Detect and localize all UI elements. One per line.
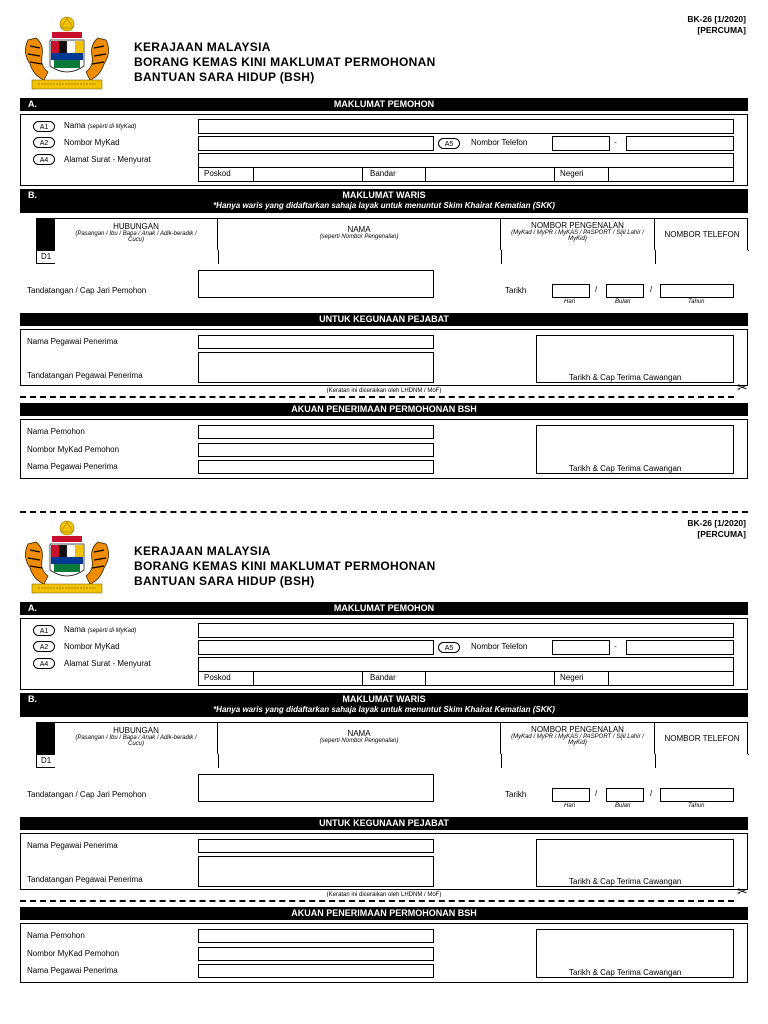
a1-label-text: Nama [64, 625, 86, 634]
bandar-label: Bandar [370, 169, 396, 178]
receipt-title: AKUAN PENERIMAAN PERMOHONAN BSH [291, 908, 477, 918]
date-slash-1: / [595, 285, 598, 294]
section-a-header [20, 98, 748, 111]
office-header [20, 817, 748, 830]
form-copy [0, 504, 768, 1004]
receipt-officer-name-label: Nama Pegawai Penerima [27, 966, 118, 975]
date-day-field[interactable] [552, 788, 590, 802]
a1-hint: (seperti di MyKad) [87, 628, 137, 634]
receipt-officer-name-field[interactable] [198, 964, 434, 978]
bandar-field[interactable] [425, 671, 555, 686]
office-officer-name-label: Nama Pegawai Penerima [27, 841, 118, 850]
date-slash-2: / [650, 285, 653, 294]
applicant-signature-field[interactable] [198, 270, 434, 298]
form-code-text: BK-26 [1/2020] [687, 518, 746, 528]
date-slash-2: / [650, 789, 653, 798]
office-header [20, 313, 748, 326]
a5-label: Nombor Telefon [471, 138, 528, 147]
date-month-field[interactable] [606, 788, 644, 802]
a1-hint: (seperti di MyKad) [87, 124, 137, 130]
mykad-field[interactable] [198, 640, 434, 655]
date-month-field[interactable] [606, 284, 644, 298]
form-code-text: BK-26 [1/2020] [687, 14, 746, 24]
col-pengenalan-title: NOMBOR PENGENALAN [531, 221, 624, 230]
office-stamp-label: Tarikh & Cap Terima Cawangan [569, 373, 682, 382]
applicant-signature-label: Tandatangan / Cap Jari Pemohon [27, 790, 147, 799]
a2-label: Nombor MyKad [64, 138, 120, 147]
receipt-applicant-name-label: Nama Pemohon [27, 931, 85, 940]
cut-note: (Keratan ini diceraikan oleh LHDNM / MoF) [326, 892, 442, 898]
tahun-caption: Tahun [688, 299, 705, 305]
a1-code-badge: A1 [33, 625, 55, 636]
cut-note: (Keratan ini diceraikan oleh LHDNM / MoF) [326, 388, 442, 394]
receipt-stamp-label: Tarikh & Cap Terima Cawangan [569, 464, 682, 473]
price-tag: [PERCUMA] [697, 529, 746, 539]
receipt-applicant-name-field[interactable] [198, 929, 434, 943]
heir-phone-field[interactable] [656, 250, 748, 264]
receipt-mykad-field[interactable] [198, 947, 434, 961]
phone-prefix-field[interactable] [552, 640, 610, 655]
a5-code-badge: A5 [438, 642, 460, 653]
poskod-field[interactable] [253, 671, 363, 686]
office-officer-sign-label: Tandatangan Pegawai Penerima [27, 371, 143, 380]
office-officer-sign-label: Tandatangan Pegawai Penerima [27, 875, 143, 884]
section-b-title: MAKLUMAT WARIS [342, 190, 426, 200]
col-nama-hint: (seperti Nombor Pengenalan) [319, 738, 399, 744]
name-field[interactable] [198, 623, 734, 638]
phone-prefix-field[interactable] [552, 136, 610, 151]
negeri-label: Negeri [560, 169, 584, 178]
a2-label: Nombor MyKad [64, 642, 120, 651]
receipt-applicant-name-label: Nama Pemohon [27, 427, 85, 436]
col-telefon-title: NOMBOR TELEFON [664, 230, 740, 239]
a1-label [64, 121, 136, 130]
poskod-label: Poskod [204, 169, 231, 178]
heir-hubungan-field[interactable] [55, 250, 219, 264]
office-title: UNTUK KEGUNAAN PEJABAT [319, 314, 449, 324]
name-field[interactable] [198, 119, 734, 134]
negeri-label: Negeri [560, 673, 584, 682]
col-pengenalan-hint: (MyKad / MyPR / MyKAS / PASPORT / Sijil Lahir / MyKid) [511, 230, 644, 242]
title-government: KERAJAAN MALAYSIA [134, 40, 271, 54]
heir-table-corner [37, 219, 55, 250]
a4-code-badge: A4 [33, 658, 55, 669]
office-officer-name-label: Nama Pegawai Penerima [27, 337, 118, 346]
section-b-subtitle: *Hanya waris yang didaftarkan sahaja layak untuk menuntut Skim Khairat Kematian (SKK) [213, 705, 555, 714]
section-b-letter: B. [28, 190, 37, 200]
scissors-icon: ✂ [737, 380, 748, 395]
hari-caption: Hari [564, 803, 576, 809]
col-hubungan [55, 219, 218, 250]
section-a-title: MAKLUMAT PEMOHON [333, 99, 435, 109]
section-b-header [20, 693, 748, 717]
cut-line [20, 396, 734, 398]
office-officer-name-field[interactable] [198, 839, 434, 853]
col-hubungan-hint: (Pasangan / Ibu / Bapa / Anak / Adik-beradik / Cucu) [75, 231, 197, 243]
heir-table-corner [37, 723, 55, 754]
title-program: BANTUAN SARA HIDUP (BSH) [134, 574, 315, 588]
title-program: BANTUAN SARA HIDUP (BSH) [134, 70, 315, 84]
address-field[interactable] [198, 153, 734, 168]
negeri-field[interactable] [608, 671, 734, 686]
address-field[interactable] [198, 657, 734, 672]
date-year-field[interactable] [660, 284, 734, 298]
a4-label: Alamat Surat - Menyurat [64, 659, 151, 668]
scissors-icon: ✂ [737, 884, 748, 899]
date-day-field[interactable] [552, 284, 590, 298]
heir-id-field[interactable] [502, 754, 656, 768]
section-a-letter: A. [28, 99, 37, 109]
price-tag: [PERCUMA] [697, 25, 746, 35]
a4-code-badge: A4 [33, 154, 55, 165]
heir-table [36, 722, 748, 768]
bulan-caption: Bulan [615, 299, 631, 305]
col-pengenalan [501, 219, 655, 250]
a4-label: Alamat Surat - Menyurat [64, 155, 151, 164]
tahun-caption: Tahun [688, 803, 705, 809]
heir-name-field[interactable] [219, 754, 502, 768]
receipt-applicant-name-field[interactable] [198, 425, 434, 439]
receipt-mykad-label: Nombor MyKad Pemohon [27, 445, 120, 454]
bandar-field[interactable] [425, 167, 555, 182]
receipt-header [20, 403, 748, 416]
title-form: BORANG KEMAS KINI MAKLUMAT PERMOHONAN [134, 559, 436, 573]
receipt-title: AKUAN PENERIMAAN PERMOHONAN BSH [291, 404, 477, 414]
phone-number-field[interactable] [626, 136, 734, 151]
a1-code-badge: A1 [33, 121, 55, 132]
date-label: Tarikh [505, 286, 527, 295]
col-pengenalan-hint: (MyKad / MyPR / MyKAS / PASPORT / Sijil Lahir / MyKid) [511, 734, 644, 746]
a2-code-badge: A2 [33, 137, 55, 148]
receipt-stamp-label: Tarikh & Cap Terima Cawangan [569, 968, 682, 977]
heir-hubungan-field[interactable] [55, 754, 219, 768]
bulan-caption: Bulan [615, 803, 631, 809]
phone-dash: - [614, 642, 617, 651]
form-code [687, 518, 746, 540]
title-form: BORANG KEMAS KINI MAKLUMAT PERMOHONAN [134, 55, 436, 69]
date-year-field[interactable] [660, 788, 734, 802]
form-code [687, 14, 746, 36]
heir-row-code: D1 [41, 756, 52, 765]
col-nama-title: NAMA [347, 225, 371, 234]
office-officer-sign-field[interactable] [198, 856, 434, 887]
col-telefon-title: NOMBOR TELEFON [664, 734, 740, 743]
poskod-field[interactable] [253, 167, 363, 182]
col-nama-hint: (seperti Nombor Pengenalan) [319, 234, 399, 240]
office-stamp-label: Tarikh & Cap Terima Cawangan [569, 877, 682, 886]
section-a-letter: A. [28, 603, 37, 613]
heir-name-field[interactable] [219, 250, 502, 264]
a1-label-text: Nama [64, 121, 86, 130]
col-pengenalan-title: NOMBOR PENGENALAN [531, 725, 624, 734]
heir-table [36, 218, 748, 264]
office-officer-sign-field[interactable] [198, 352, 434, 383]
date-label: Tarikh [505, 790, 527, 799]
receipt-header [20, 907, 748, 920]
receipt-officer-name-label: Nama Pegawai Penerima [27, 462, 118, 471]
section-b-title: MAKLUMAT WARIS [342, 694, 426, 704]
phone-dash: - [614, 138, 617, 147]
cut-line [20, 900, 734, 902]
malaysia-coat-of-arms-icon [18, 518, 116, 598]
office-officer-name-field[interactable] [198, 335, 434, 349]
date-slash-1: / [595, 789, 598, 798]
a2-code-badge: A2 [33, 641, 55, 652]
receipt-mykad-label: Nombor MyKad Pemohon [27, 949, 120, 958]
applicant-signature-label: Tandatangan / Cap Jari Pemohon [27, 286, 147, 295]
section-a-header [20, 602, 748, 615]
col-nama [218, 723, 501, 754]
section-a-title: MAKLUMAT PEMOHON [333, 603, 435, 613]
heir-row-code: D1 [41, 252, 52, 261]
poskod-label: Poskod [204, 673, 231, 682]
col-nama [218, 219, 501, 250]
negeri-field[interactable] [608, 167, 734, 182]
receipt-officer-name-field[interactable] [198, 460, 434, 474]
applicant-signature-field[interactable] [198, 774, 434, 802]
phone-number-field[interactable] [626, 640, 734, 655]
section-b-header [20, 189, 748, 213]
col-pengenalan [501, 723, 655, 754]
a1-label [64, 625, 136, 634]
section-b-letter: B. [28, 694, 37, 704]
title-government: KERAJAAN MALAYSIA [134, 544, 271, 558]
a5-label: Nombor Telefon [471, 642, 528, 651]
section-b-subtitle: *Hanya waris yang didaftarkan sahaja layak untuk menuntut Skim Khairat Kematian (SKK) [213, 201, 555, 210]
malaysia-coat-of-arms-icon [18, 14, 116, 94]
col-hubungan [55, 723, 218, 754]
hari-caption: Hari [564, 299, 576, 305]
receipt-mykad-field[interactable] [198, 443, 434, 457]
col-hubungan-title: HUBUNGAN [113, 726, 159, 735]
col-hubungan-title: HUBUNGAN [113, 222, 159, 231]
heir-id-field[interactable] [502, 250, 656, 264]
heir-phone-field[interactable] [656, 754, 748, 768]
form-copy [0, 0, 768, 500]
bandar-label: Bandar [370, 673, 396, 682]
office-title: UNTUK KEGUNAAN PEJABAT [319, 818, 449, 828]
mykad-field[interactable] [198, 136, 434, 151]
col-hubungan-hint: (Pasangan / Ibu / Bapa / Anak / Adik-beradik / Cucu) [75, 735, 197, 747]
col-nama-title: NAMA [347, 729, 371, 738]
a5-code-badge: A5 [438, 138, 460, 149]
